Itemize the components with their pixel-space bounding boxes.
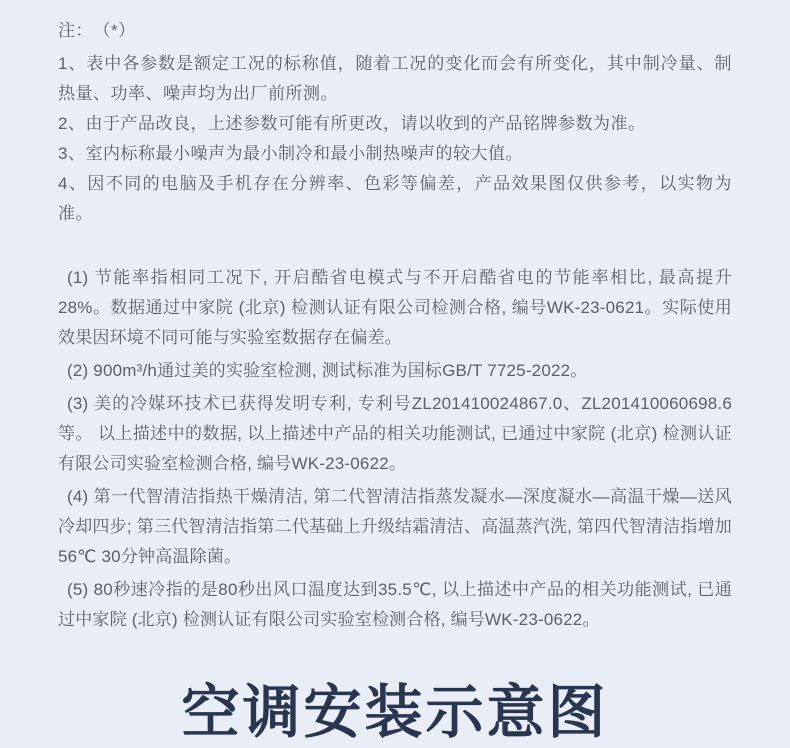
note-item-2: 2、由于产品改良，上述参数可能有所更改，请以收到的产品铭牌参数为准。: [58, 114, 646, 133]
footnote-2: (2) 900m³/h通过美的实验室检测, 测试标准为国标GB/T 7725-2022。: [67, 361, 588, 380]
footnotes-section: [58, 263, 732, 635]
footnote-3: (3) 美的冷媒环技术已获得发明专利, 专利号ZL201410024867.0、ZL201410060698.6等。 以上描述中的数据, 以上描述中产品的相关功能测试, 已通过中家院 (北京) 检测认证有限公司实验室检测合格, 编号WK-23-0622。: [58, 394, 732, 473]
footnote-1: (1) 节能率指相同工况下, 开启酷省电模式与不开启酷省电的节能率相比, 最高提升28%。数据通过中家院 (北京) 检测认证有限公司检测合格, 编号WK-23-0621。实际使用效果因环境不同可能与实验室数据存在偏差。: [58, 268, 732, 347]
note-item-4: 4、因不同的电脑及手机存在分辨率、色彩等偏差，产品效果图仅供参考，以实物为准。: [58, 174, 732, 223]
notes-section: [58, 16, 732, 229]
footnote-4: (4) 第一代智清洁指热干燥清洁, 第二代智清洁指蒸发凝水—深度凝水—高温干燥—送风冷却四步; 第三代智清洁指第二代基础上升级结霜清洁、高温蒸汽洗, 第四代智清洁指增加56℃ 30分钟高温除菌。: [58, 487, 732, 566]
note-item-1: 1、表中各参数是额定工况的标称值，随着工况的变化而会有所变化，其中制冷量、制热量、功率、噪声均为出厂前所测。: [58, 54, 732, 103]
notes-header: 注： （*）: [58, 21, 136, 40]
section-title: 空调安装示意图: [181, 680, 609, 745]
note-item-3: 3、室内标称最小噪声为最小制冷和最小制热噪声的较大值。: [58, 144, 523, 163]
footnote-5: (5) 80秒速冷指的是80秒出风口温度达到35.5℃, 以上描述中产品的相关功能测试, 已通过中家院 (北京) 检测认证有限公司实验室检测合格, 编号WK-23-0622。: [58, 580, 732, 629]
